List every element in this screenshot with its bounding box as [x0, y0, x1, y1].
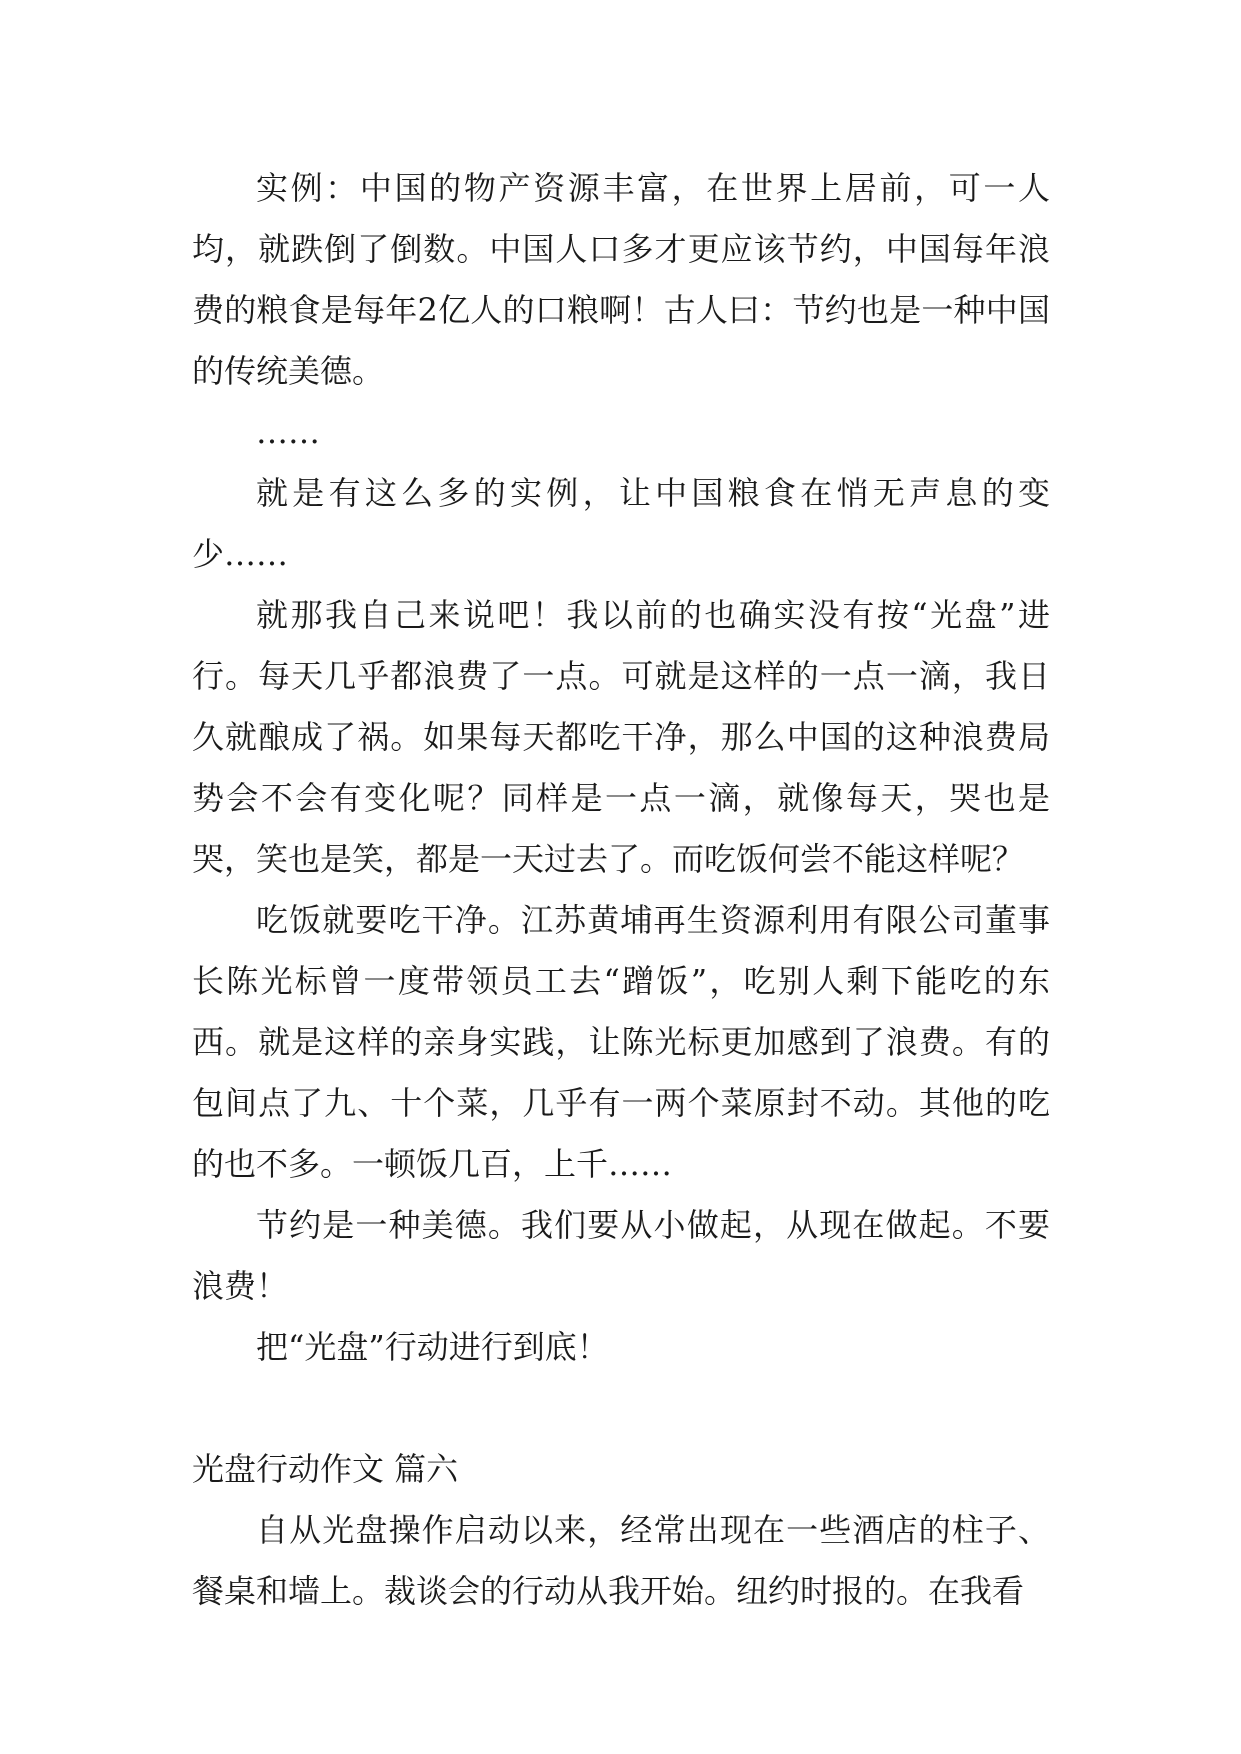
paragraph-ellipsis: …… [256, 413, 320, 451]
paragraph-example: 实例：中国的物产资源丰富，在世界上居前，可一人均，就跌倒了倒数。中国人口多才更应该节约，中国每年浪费的粮食是每年2亿人的口粮啊！古人曰：节约也是一种中国的传统美德。 [192, 169, 1050, 390]
paragraph-conclusion: 把“光盘”行动进行到底！ [256, 1328, 609, 1366]
paragraph-personal: 就那我自己来说吧！我以前的也确实没有按“光盘”进行。每天几乎都浪费了一点。可就是这样的一点一滴，我日久就酿成了祸。如果每天都吃干净，那么中国的这种浪费局势会不会有变化呢？同样是一点一滴，就像每天，哭也是哭，笑也是笑，都是一天过去了。而吃饭何尝不能这样呢？ [192, 596, 1050, 878]
document-body [192, 158, 1050, 1622]
section-heading: 光盘行动作文 篇六 [192, 1450, 459, 1488]
paragraph-chen-guangbiao: 吃饭就要吃干净。江苏黄埔再生资源利用有限公司董事长陈光标曾一度带领员工去“蹭饭”，吃别人剩下能吃的东西。就是这样的亲身实践，让陈光标更加感到了浪费。有的包间点了九、十个菜，几乎有一两个菜原封不动。其他的吃的也不多。一顿饭几百，上千…… [192, 901, 1050, 1183]
paragraph-decrease: 就是有这么多的实例，让中国粮食在悄无声息的变少…… [192, 474, 1050, 573]
section-paragraph: 自从光盘操作启动以来，经常出现在一些酒店的柱子、餐桌和墙上。裁谈会的行动从我开始。纽约时报的。在我看 [192, 1511, 1050, 1610]
paragraph-virtue: 节约是一种美德。我们要从小做起，从现在做起。不要浪费！ [192, 1206, 1050, 1305]
